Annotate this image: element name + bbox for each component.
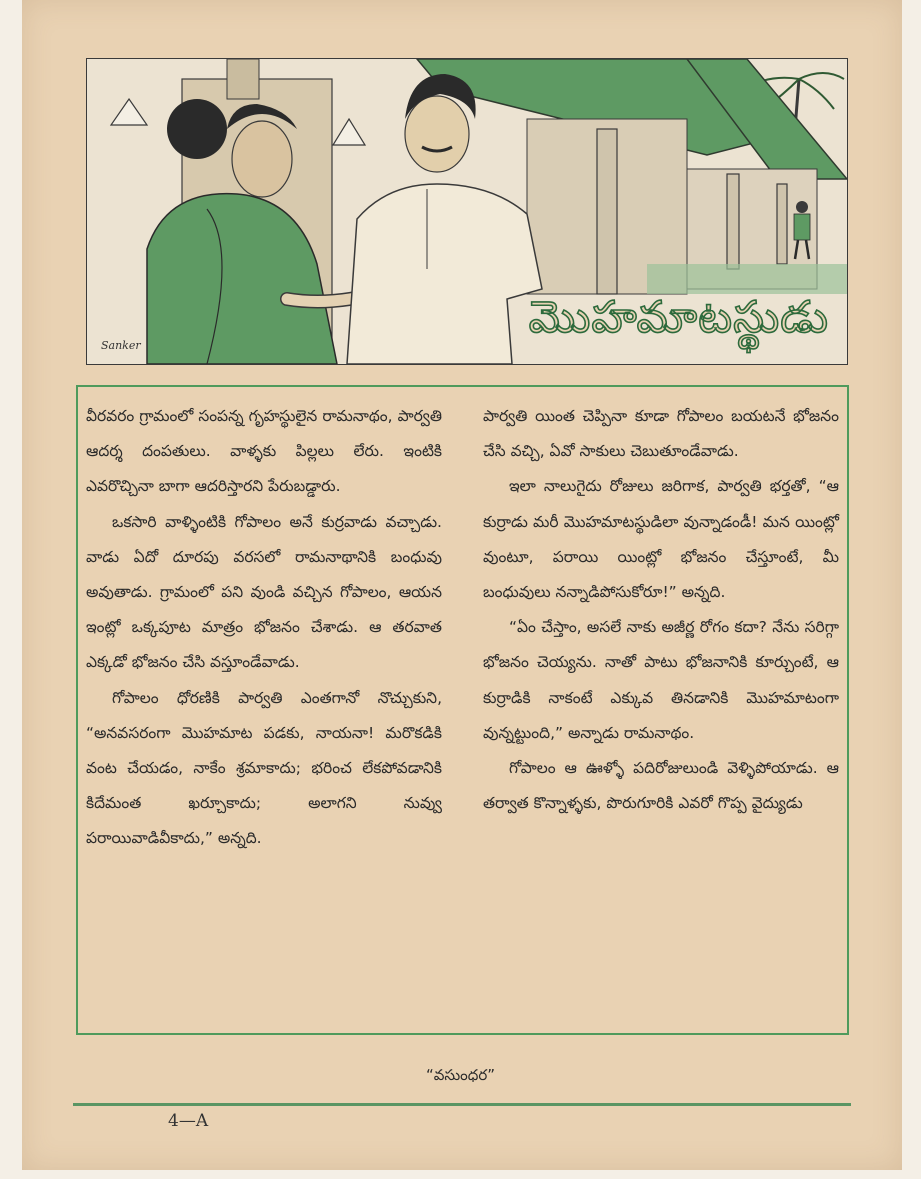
right-column [483, 399, 839, 821]
story-text-box [76, 385, 849, 1035]
paragraph: గోపాలం ఆ ఊళ్ళో పదిరోజులుండి వెళ్ళిపోయాడు. ఆ తర్వాత కొన్నాళ్ళకు, పొరుగూరికి ఎవరో గొప్ప వైద్యుడు [483, 759, 839, 813]
paragraph: వీరవరం గ్రామంలో సంపన్న గృహస్థులైన రామనాథం, పార్వతి ఆదర్శ దంపతులు. వాళ్ళకు పిల్లలు లేరు. ఇంటికి ఎవరొచ్చినా బాగా ఆదరిస్తారని పేరుబడ్డారు. [86, 407, 442, 496]
page-number: 4—A [168, 1111, 209, 1131]
paragraph: ఒకసారి వాళ్ళింటికి గోపాలం అనే కుర్రవాడు వచ్చాడు. వాడు ఏదో దూరపు వరసలో రామనాథానికి బంధువు అవుతాడు. గ్రామంలో పని వుండి వచ్చిన గోపాలం, ఆయన ఇంట్లో ఒక్కపూట మాత్రం భోజనం చేశాడు. ఆ తరవాత ఎక్కడో భోజనం చేసి వస్తూండేవాడు. [86, 512, 442, 672]
left-column [86, 399, 442, 857]
story-title: మొహమాటస్థుడు [528, 292, 829, 343]
paragraph: పార్వతి యింత చెప్పినా కూడా గోపాలం బయటనే భోజనం చేసి వచ్చి, ఏవో సాకులు చెబుతూండేవాడు. [483, 407, 839, 461]
paragraph: “ఏం చేస్తాం, అసలే నాకు అజీర్ణ రోగం కదా? నేను సరిగ్గా భోజనం చెయ్యను. నాతో పాటు భోజనానికి కూర్చుంటే, ఆ కుర్రాడికి నాకంటే ఎక్కువ తినడానికి మొహమాటంగా వున్నట్టుంది,” అన్నాడు రామనాథం. [483, 618, 839, 742]
artist-signature: Sanker [101, 339, 141, 352]
author-caption: “వసుంధర” [425, 1066, 496, 1084]
paragraph: ఇలా నాలుగైదు రోజులు జరిగాక, పార్వతి భర్తతో, “ఆ కుర్రాడు మరీ మొహమాటస్థుడిలా వున్నాడండీ! మన యింట్లో వుంటూ, పరాయి యింట్లో భోజనం చేస్తూంటే, మీ బంధువులు నన్నాడిపోసుకోరూ!” అన్నది. [483, 477, 839, 602]
footer-divider [73, 1103, 851, 1106]
paragraph: గోపాలం ధోరణికి పార్వతి ఎంతగానో నొచ్చుకుని, “అనవసరంగా మొహమాట పడకు, నాయనా! మరొకడికి వంట చేయడం, నాకేం శ్రమాకాదు; భరించ లేకపోవడానికి కిదేమంత ఖర్చూకాదు; అలాగని నువ్వు పరాయివాడివీకాదు,” అన్నది. [86, 688, 442, 848]
story-illustration [86, 58, 848, 365]
